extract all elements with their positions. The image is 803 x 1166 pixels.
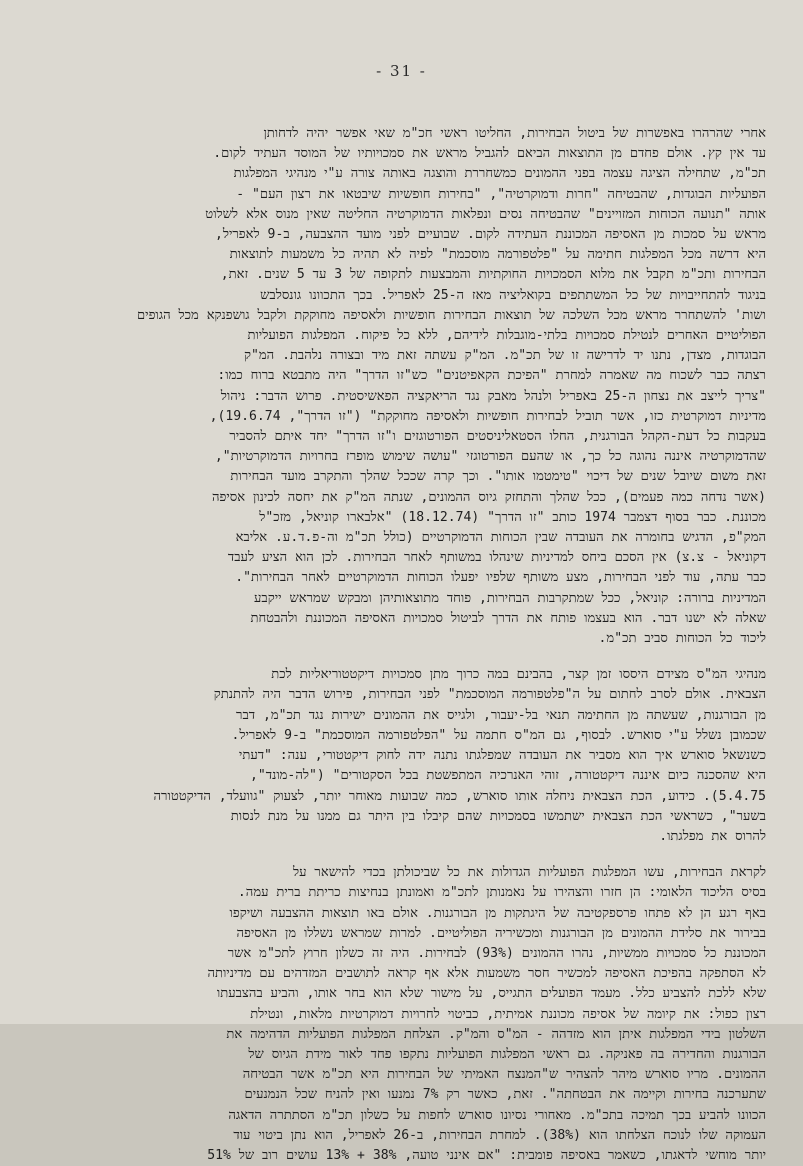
page-number: - 31 - [376, 62, 427, 80]
paragraph-2: מנהיגי המ"ס מצידם היססו זמן קצר, בהבינם במה כרוך מתן סמכויות דיקטטוריאליות לכת הצבאית. אולם לסרב לחתום על ה"פלטפורמה המוסכמת" לפני הבחירות, פירוש הדבר היה להתנתק מן הבורגנות, שעשתה מן החתימה תנאי בל-יעבור, ולגייס את ההמונים ישירות נגד תכ"מ, דבר שכמובן נשלל ע"י סוארש. לבסוף, גם המ"ס חתמה על "הפלטפורמה המוסכמת" ב-9 לאפריל. כשנשאל סוארש איך הוא מסביר את העובדה שמפלגתו נתנה ידה לחוק דיקטטורי, ענה: "דעתי היא שהסכנה כיום איננה דיקטטורה, זוהי האנרכיה המתפשטת בכל הסקטורים" ("לה-מונד", 5.4.75). כידוע, הכת הצבאית ניחלה אותו סוארש, כמה שבועות מאוחר יותר, לצעוק "גוועלד, הדיקטטורה בשער", כשראשי הכת הצבאית ישתמשו בסמכויות שהם קיבלו בין היתר גם ממנו על מנת לנסות להרוס את מפלגתו. [153, 667, 766, 844]
body-text [74, 124, 766, 1166]
paragraph-3: לקראת הבחירות, עשו המפלגות הפועליות הגדולות את כל שביכולתן בכדי להישאר על בסיס הליכוד הלאומי: הן חזרו והצהירו על נאמנותן לתכ"מ ואמונתן בנחיצות כריתת ברית עמה. באף רגע הן לא פתחו פרספקטיבה של היגתקות מן הבורגנות. אולם באו תוצאות ההצבעה ושיקפו בבירור את סלידת ההמונים מן הבורגנות ומכשיריה הפוליטיים. למרות שמראש נשללו מן האסיפה המכוננת כל סמכויות ממשיות, נהרו ההמונים (93%) לבחירות. היה זה כשלון חרוץ לתכ"מ אשר לא הסתפקה בהפיכת האסיפה למכשיר חסר משמעות אלא אף קראה לתושבים המזדהים עם מדיניותה שלא ללכת להצביע כלל. מעמד הפועלים התגייס, על מישור שלא הוא בחר אותו, והביע בהצבעתו רצון כפול: את קיומה של אסיפה מכוננת אמיתית, כביטוי לחרויות דמוקרטיות מלאות, ונטילת השלטון בידי המפלגות איתן הוא מזדהה - המ"ס והמ"ק. הצלחת המפלגות הפועליות הדהימה את הבורגנות והחדירה בה פאניקה. גם ראשי המפלגות הפועליות נתקפו פחד לאור מידת הגיוס של ההמונים. מריו סוארש מיהר להצהיר ש"המנצח האמיתי של הבחירות היא תכ"מ אשר הבטיחה שתערכנה בחירות וקיימה את הבטחתה". זאת, כאשר רק 7% נמנעו ואין להניח שכל הנמנעים הכוונו להביע בכך תמיכה בתכ"מ. מאחורי נסיונו סוארש לחפות על כשלון תכ"מ הסתתרה הדאגה העמוקה שלו לנוכח הצלחתו הוא (38%). למחרת הבחירות, ב-26 לאפריל, הוא נתן ביטוי עוד יותר מוחשי לדאגתו, כשאמר באסיפה פומבית: "אם אינני טועה, 38% + 13% עושים רוב של 51% [207, 865, 766, 1163]
paragraph-1: אחרי שהרהרו באפשרות של ביטול הבחירות, החליטו ראשי חכ"מ שאי אפשר יהיה לדחותן עד אין קץ. אולם פחדם מן התוצאות הביאם להגביל מראש את סמכויותיו של המוסד העתיד לקום. תכ"מ, שתחילה הציגה עצמה בפני ההמונים כמשחררת והוצגה באותה צורה ע"י מנהיגי המפלגות הפועליות הבוגדות, שהבטיחה "חרות ודמוקרטיה", "בחירות חופשיות שיבטאו את רצון העם" - אותה "תנועה הכוחות המזויינים" שהבטיחה נסים ונפלאות הדמוקרטיה החליטה שאין מנוס אלא לשלוט מראש על סמכות מן האסיפה המכוננת העתידה לקום. שבועיים לפני מועד ההצבעה, ב-9 לאפריל, היא דרשה מכל המפלגות חתימה על "פלטפורמה מוסכמת" לפיה לא תהיה כל משמעות לתוצאות הבחירות ותכ"מ תקבל את מלוא הסמכויות החוקתיות והמבצעות לתקופה של 3 עד 5 שנים. זאת, בניגוד להתחייבויות של כל המשתתפים בקואליציה מאז ה-25 לאפריל. בכך התכוונו גונסלבש ושות' להשתחרר מראש מכל השלכה של תוצאות הבחירות חופשיות ולאסיפה מחוקקת ולקבל גושפנקא מכל הגופים הפוליטיים האחרים לנטילת סמכויות בלתי-מוגבלות לידיהם, ללא כל פיקוח. המפלגות הפועליות הבוגדות, מצדן, נתנו יד לדרישה זו של תכ"מ. המ"ק עשתה זאת מיד ובצורה נלהבת. המ"ק רצתה כבר לשכוח מה שאמרה למחרת "הפיכת הקאפיטנים" כש"זו הדרך" היה מתבטא ברוח כמו: "צריך לייצב את נצחון ה-25 באפריל ולנהל מאבק נגד הריאקציה הפאשיסטית. פרוש הדבר: ניהול מדיניות דמוקרטית כזו, אשר תוביל לבחירות חופשיות ולאסיפה מחוקקת" ("זו הדרך", 19.6.74), בעקבות כל דעת-הקהל הבורגנית, החלו הסטאליניסטים הפורטוגזים ו"זו הדרך" יחד איתם להסביר שהדמוקרטיה איננה נהוגה כל כך, או שהעם הפורטוגזי "עושה שימוש מופרז בחרויות הדמוקרטיות", זאת משום שיובל שנים של דיכוי "טימטמו אותו". וכך קרה שככל שהלך והתקרב מועד הבחירות (אשר נדחה כמה פעמים), ככל שהלך והתחזק גיוס ההמונים, שנתה המ"ק את יחסה לכינון אסיפה מכוננת. כבר בסוף דצמבר 1974 כותב "זו הדרך" (18.12.74) "אלבארו קוניאל, מזכ"ל המק"פ, הדגיש בחומרה את העובדה שבין הכוחות הדמוקרטיים (כולל תכ"מ וה-פ.ד.ע. אליבא דקוניאל - צ.צ) אין הסכם ביחס למדיניות שינהלו במשותף לאחר הבחירות. לכן הוא הציע לעבד כבר עתה, עוד לפני הבחירות, מצע משותף שלפיו יפעלו הכוחות הדמוקרטיים לאחר הבחירות". המדיניות ברורה: קוניאל, ככל שמתקרבות הבחירות, פוחד מתוצאותיהן ומבקש שמראש ייקבע שאלה לא ישנו דבר. הוא בעצמו פותח את הדרך לביטול סמכויות האסיפה המכוננת ולהבטחת ליכוד כל הכוחות סביב תכ"מ. [136, 126, 766, 647]
